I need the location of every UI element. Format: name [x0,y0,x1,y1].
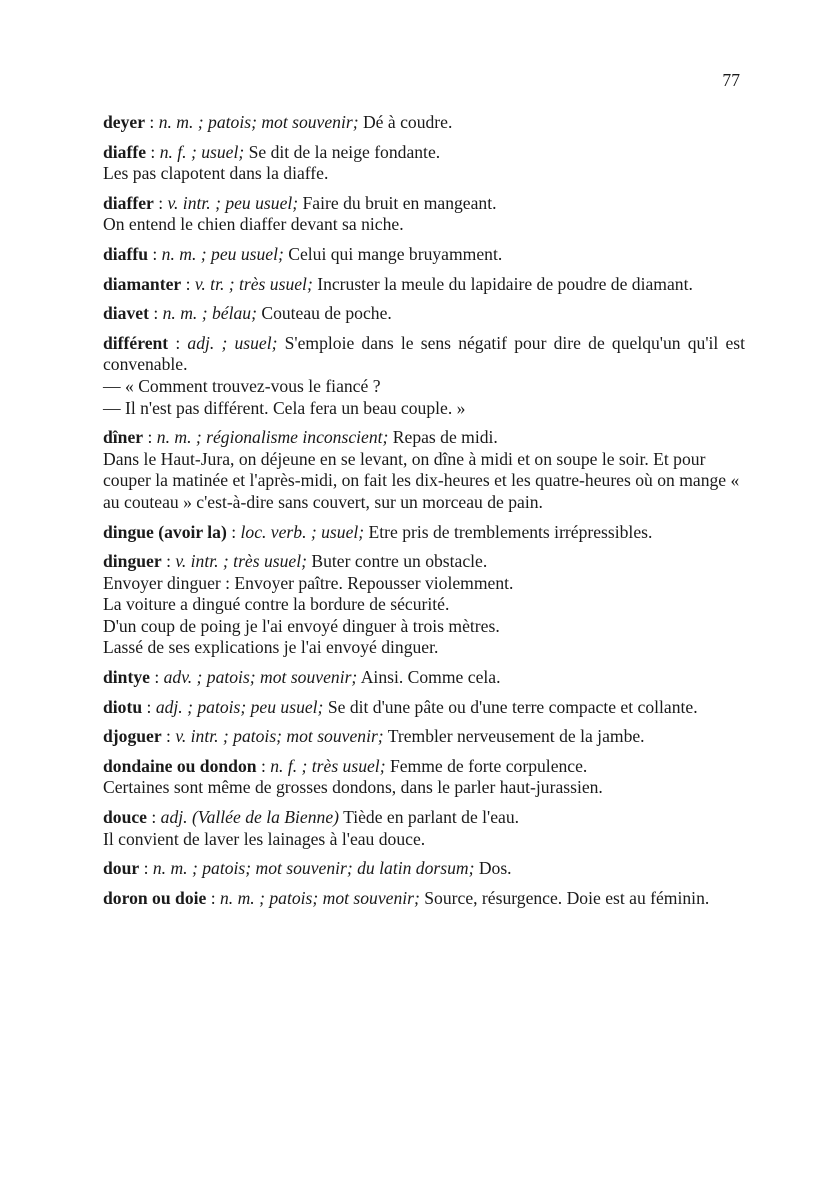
entry-definition: Tiède en parlant de l'eau. [339,807,520,828]
entry-definition-line [103,667,500,687]
entry-headword: djoguer [103,726,162,747]
entry-definition: Se dit de la neige fondante. [244,141,441,162]
entry-headword: dour [103,858,140,879]
entry-headword: diotu [103,696,143,717]
dictionary-entry [103,551,745,659]
entry-headword: différent [103,332,169,353]
dictionary-entry [103,193,745,236]
entry-headword: deyer [103,112,146,132]
entry-definition: Se dit d'une pâte ou d'une terre compacte et collante. [323,696,698,717]
entry-definition-line [103,333,745,375]
entry-definition: Buter contre un obstacle. [306,551,488,572]
entry-definition-line [103,522,652,542]
entry-definition: Celui qui mange bruyamment. [283,243,503,264]
entry-grammar: n. m. ; patois; mot souvenir; [158,112,359,132]
entry-definition: Femme de forte corpulence. [385,755,588,776]
entry-headword: diaffer [103,192,154,213]
entry-separator: : [147,243,162,264]
entry-separator: : [146,141,160,162]
entry-example: Lassé de ses explications je l'ai envoyé dinguer. [103,637,439,658]
entry-separator: : [149,667,164,688]
entry-grammar: v. intr. ; très usuel; [175,551,307,572]
entry-headword: dîner [103,427,144,448]
dictionary-entry [103,274,745,296]
entry-separator: : [139,858,153,879]
entry-example: La voiture a dingué contre la bordure de sécurité. [103,594,450,615]
entry-example: Certaines sont même de grosses dondons, dans le parler haut-jurassien. [103,777,603,798]
entry-definition-line [103,427,498,447]
entry-definition: Incruster la meule du lapidaire de poudre de diamant. [312,273,693,294]
entry-definition: Trembler nerveusement de la jambe. [383,726,645,747]
entry-definition-line [103,193,496,213]
dictionary-entry [103,697,745,719]
entry-grammar: v. intr. ; patois; mot souvenir; [175,726,384,747]
entry-headword: diamanter [103,273,182,294]
entry-grammar: n. f. ; très usuel; [270,755,386,776]
dictionary-entry [103,244,745,266]
entry-separator: : [148,303,163,324]
entry-grammar: n. m. ; régionalisme inconscient; [156,427,389,448]
entry-separator: : [168,332,188,353]
entry-headword: diaffe [103,141,146,162]
entry-list [103,112,745,917]
entry-grammar: adv. ; patois; mot souvenir; [163,667,358,688]
entry-example: Les pas clapotent dans la diaffe. [103,163,329,184]
dictionary-entry [103,522,745,544]
entry-definition-line [103,726,645,746]
entry-definition: Etre pris de tremblements irrépressibles. [364,521,653,542]
entry-grammar: adj. ; usuel; [187,332,278,353]
entry-definition: Ainsi. Comme cela. [357,667,501,688]
entry-grammar: n. f. ; usuel; [159,141,245,162]
entry-separator: : [161,551,176,572]
entry-definition-line [103,142,440,162]
entry-separator: : [142,696,156,717]
dictionary-entry [103,303,745,325]
entry-grammar: adj. (Vallée de la Bienne) [160,807,339,828]
entry-headword: dinguer [103,551,162,572]
dictionary-entry [103,142,745,185]
entry-separator: : [256,755,271,776]
entry-definition-line [103,756,587,776]
entry-definition-line [103,697,698,717]
entry-example: Il convient de laver les lainages à l'eau douce. [103,828,426,849]
dictionary-entry [103,333,745,419]
dictionary-entry [103,667,745,689]
entry-definition-line [103,112,452,132]
entry-headword: dondaine ou dondon [103,755,257,776]
dictionary-entry [103,756,745,799]
entry-grammar: n. m. ; patois; mot souvenir; du latin dorsum; [152,858,475,879]
entry-definition-line [103,274,693,294]
entry-definition-line [103,244,502,264]
entry-grammar: v. intr. ; peu usuel; [167,192,299,213]
entry-separator: : [146,807,161,828]
entry-example: On entend le chien diaffer devant sa niche. [103,214,404,235]
entry-separator: : [226,521,241,542]
entry-headword: diaffu [103,243,148,264]
entry-grammar: v. tr. ; très usuel; [194,273,313,294]
entry-definition: S'emploie dans le sens négatif pour dire de quelqu'un qu'il est convenable. [103,332,745,375]
entry-example: Envoyer dinguer : Envoyer paître. Repousser violemment. [103,572,514,593]
dictionary-entry [103,726,745,748]
entry-definition: Source, résurgence. Doie est au féminin. [419,887,710,908]
entry-headword: douce [103,807,147,828]
entry-grammar: n. m. ; bélau; [162,303,257,324]
entry-separator: : [153,192,168,213]
entry-definition-line [103,858,512,878]
entry-separator: : [143,427,157,448]
entry-example: Dans le Haut-Jura, on déjeune en se levant, on dîne à midi et on soupe le soir. Et pour couper la matinée et l'après-midi, on fait les dix-heures et les quatre-heures où on mange « au couteau » c'est-à-dire sans couvert, sur un morceau de pain. [103,448,740,512]
entry-headword: diavet [103,303,149,324]
dictionary-entry [103,888,745,910]
dictionary-entry [103,858,745,880]
dictionary-entry [103,112,745,134]
entry-definition: Faire du bruit en mangeant. [298,192,497,213]
entry-definition-line [103,807,519,827]
entry-definition: Repas de midi. [388,427,498,448]
entry-grammar: n. m. ; patois; mot souvenir; [220,887,420,908]
entry-grammar: loc. verb. ; usuel; [240,521,365,542]
entry-separator: : [181,273,195,294]
entry-definition-line [103,888,709,908]
entry-definition: Dos. [474,858,512,879]
entry-headword: doron ou doie [103,887,207,908]
entry-separator: : [206,887,220,908]
entry-example: — Il n'est pas différent. Cela fera un beau couple. » [103,397,466,418]
entry-headword: dintye [103,667,150,688]
entry-separator: : [161,726,176,747]
entry-definition: Dé à coudre. [358,112,453,132]
dictionary-entry [103,427,745,513]
entry-headword: dingue (avoir la) [103,521,227,542]
entry-example: — « Comment trouvez-vous le fiancé ? [103,375,381,396]
dictionary-entry [103,807,745,850]
entry-definition: Couteau de poche. [256,303,392,324]
entry-grammar: adj. ; patois; peu usuel; [155,696,324,717]
entry-definition-line [103,551,487,571]
entry-example: D'un coup de poing je l'ai envoyé dinguer à trois mètres. [103,615,500,636]
entry-definition-line [103,303,392,323]
entry-separator: : [145,112,159,132]
entry-grammar: n. m. ; peu usuel; [161,243,284,264]
page-number: 77 [722,70,740,90]
